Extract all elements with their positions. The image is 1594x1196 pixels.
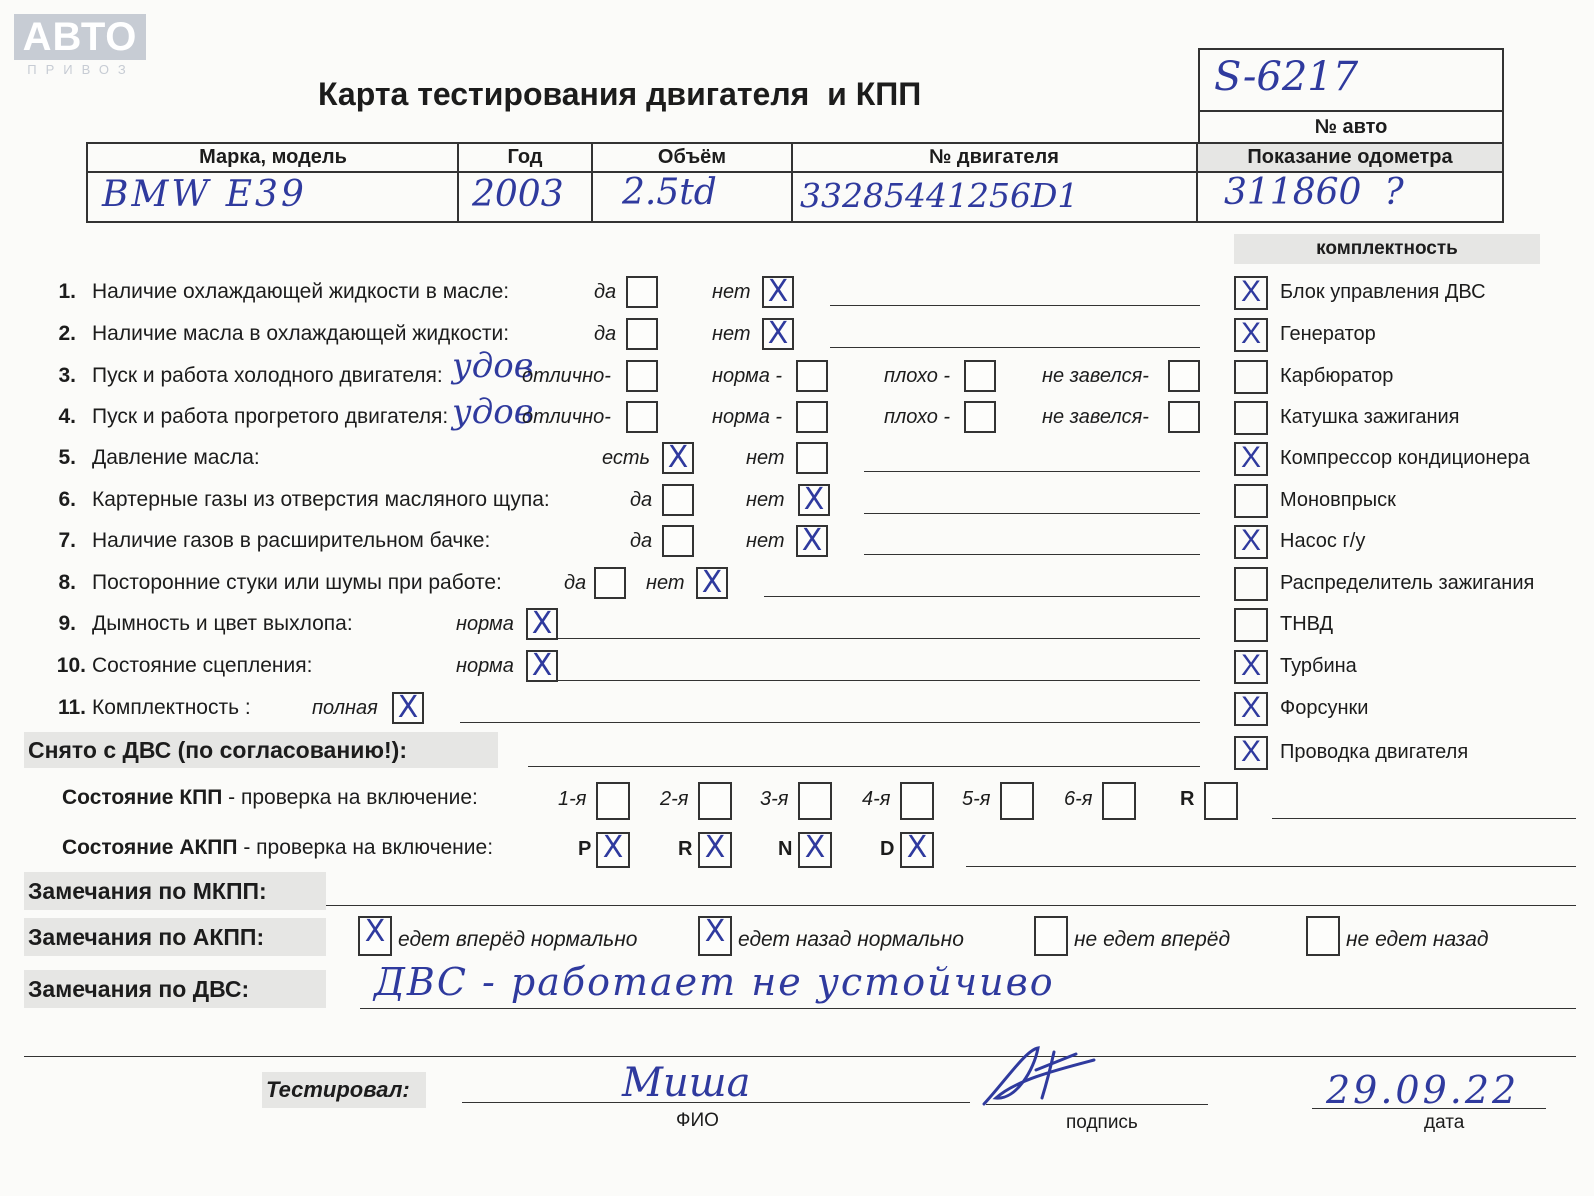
opt-label: не завелся- (1042, 365, 1149, 387)
logo (14, 14, 148, 80)
gear-label: 5-я (962, 788, 991, 810)
opt-label: плохо - (884, 365, 951, 387)
q-number: 10. (56, 654, 86, 677)
header-engine-number: № двигателя (929, 146, 1059, 168)
komplekt-label: Катушка зажигания (1280, 406, 1460, 428)
akpp-p-checkbox[interactable]: X (596, 832, 630, 868)
gear-label: 4-я (862, 788, 891, 810)
komplekt-checkbox[interactable]: X (1234, 650, 1268, 684)
dvs-remarks-label: Замечания по ДВС: (24, 970, 326, 1008)
header-odometer: Показание одометра (1198, 144, 1502, 171)
value-year: 2003 (472, 174, 564, 215)
q-number: 9. (58, 612, 76, 635)
opt-label: нет (746, 447, 785, 469)
kpp-label: Состояние КПП - проверка на включение: (62, 786, 478, 809)
akpp-no-reverse-checkbox[interactable] (1306, 916, 1340, 956)
akpp-forward-ok-checkbox[interactable]: X (358, 916, 392, 956)
auto-number-divider (1200, 110, 1502, 112)
q10-normal-checkbox[interactable]: X (526, 650, 558, 682)
komplekt-label: Блок управления ДВС (1280, 281, 1486, 303)
signature-caption: подпись (1066, 1112, 1138, 1133)
q-text: Давление масла: (92, 446, 260, 469)
col-divider (791, 144, 793, 221)
opt-label: да (594, 323, 617, 345)
opt-label: есть (602, 447, 651, 469)
akpp-n-checkbox[interactable]: X (798, 832, 832, 868)
value-make-model: BMW E39 (102, 174, 307, 215)
logo-subtext: ПРИВОЗ (27, 62, 135, 77)
opt-label: отлично- (522, 406, 611, 428)
q-text: Посторонние стуки или шумы при работе: (92, 571, 502, 594)
gear-4-checkbox[interactable] (900, 782, 934, 820)
value-odometer: 311860 ? (1224, 172, 1404, 213)
header-make-model: Марка, модель (199, 146, 347, 168)
table-header-row (88, 144, 1502, 173)
dvs-remarks-line-2[interactable] (24, 1056, 1576, 1057)
komplekt-label: Проводка двигателя (1280, 741, 1469, 763)
signature-image (976, 1040, 1106, 1110)
gear-label: 1-я (558, 788, 587, 810)
fio-value: Миша (622, 1060, 751, 1106)
opt-label: отлично- (522, 365, 611, 387)
q5-note-line[interactable] (864, 471, 1200, 472)
komplekt-label: Форсунки (1280, 697, 1369, 719)
komplekt-label: Генератор (1280, 323, 1376, 345)
value-volume: 2.5td (622, 172, 717, 213)
q2-note-line[interactable] (830, 347, 1200, 348)
komplekt-label: Моновпрыск (1280, 489, 1396, 511)
col-divider (457, 144, 459, 221)
tested-by-label: Тестировал: (262, 1072, 426, 1108)
akpp-reverse-ok-checkbox[interactable]: X (698, 916, 732, 956)
komplekt-label: Распределитель зажигания (1280, 572, 1535, 594)
gear-6-checkbox[interactable] (1102, 782, 1136, 820)
gear-label: 3-я (760, 788, 789, 810)
q8-no-checkbox[interactable]: X (696, 567, 728, 599)
akpp-remarks-label: Замечания по АКПП: (24, 918, 326, 956)
opt-label: норма (456, 655, 514, 677)
akpp-remark-text: не едет назад (1346, 928, 1489, 951)
opt-label: нет (712, 281, 751, 303)
auto-number-value: S-6217 (1214, 54, 1359, 100)
komplekt-checkbox[interactable] (1234, 401, 1268, 435)
date-caption: дата (1424, 1112, 1465, 1133)
opt-label: нет (746, 489, 785, 511)
akpp-d-checkbox[interactable]: X (900, 832, 934, 868)
gear-3-checkbox[interactable] (798, 782, 832, 820)
komplekt-checkbox[interactable] (1234, 567, 1268, 601)
akpp-gear-label: R (678, 838, 693, 860)
q3-excellent-checkbox[interactable] (626, 360, 658, 392)
komplekt-checkbox[interactable]: X (1234, 442, 1268, 476)
komplekt-checkbox[interactable]: X (1234, 318, 1268, 352)
gear-label: R (1180, 788, 1195, 810)
akpp-remark-text: едет вперёд нормально (398, 928, 638, 951)
header-year: Год (507, 146, 543, 168)
komplekt-label: ТНВД (1280, 613, 1334, 635)
komplekt-label: Насос г/у (1280, 530, 1366, 552)
mkpp-remarks-label: Замечания по МКПП: (24, 872, 326, 910)
q4-normal-checkbox[interactable] (796, 401, 828, 433)
col-divider (1196, 144, 1198, 221)
page-title: Карта тестирования двигателя и КПП (318, 76, 922, 112)
opt-label: норма (456, 613, 514, 635)
opt-label: да (564, 572, 587, 594)
q8-yes-checkbox[interactable] (594, 567, 626, 599)
kpp-note-line[interactable] (1272, 818, 1576, 819)
q-number: 7. (58, 529, 76, 552)
gear-label: 6-я (1064, 788, 1093, 810)
gear-1-checkbox[interactable] (596, 782, 630, 820)
q-text: Пуск и работа прогретого двигателя: (92, 405, 449, 428)
q-text: Наличие масла в охлаждающей жидкости: (92, 322, 510, 345)
opt-label: плохо - (884, 406, 951, 428)
q7-yes-checkbox[interactable] (662, 525, 694, 557)
opt-label: нет (646, 572, 685, 594)
komplekt-label: Турбина (1280, 655, 1357, 677)
q-text: Дымность и цвет выхлопа: (92, 612, 353, 635)
q4-handwritten: удов (452, 392, 534, 432)
q-text: Комплектность : (92, 696, 251, 719)
akpp-r-checkbox[interactable]: X (698, 832, 732, 868)
gear-5-checkbox[interactable] (1000, 782, 1034, 820)
komplekt-label: Карбюратор (1280, 365, 1394, 387)
opt-label: полная (312, 697, 378, 719)
q9-normal-checkbox[interactable]: X (526, 608, 558, 640)
auto-number-label: № авто (1314, 116, 1388, 138)
q-number: 11. (57, 696, 86, 719)
komplekt-label: Компрессор кондиционера (1280, 447, 1530, 469)
q3-handwritten: удов (452, 346, 534, 386)
q-number: 2. (58, 322, 76, 345)
q-number: 4. (58, 405, 76, 428)
q3-normal-checkbox[interactable] (796, 360, 828, 392)
opt-label: нет (712, 323, 751, 345)
akpp-note-line[interactable] (966, 866, 1576, 867)
dvs-remarks-value: ДВС - работает не устойчиво (374, 960, 1055, 1004)
q-text: Пуск и работа холодного двигателя: (92, 364, 443, 387)
opt-label: норма - (712, 406, 783, 428)
gear-label: 2-я (660, 788, 689, 810)
komplekt-checkbox[interactable]: X (1234, 736, 1268, 770)
akpp-gear-label: D (880, 838, 895, 860)
akpp-gear-label: N (778, 838, 793, 860)
opt-label: не завелся- (1042, 406, 1149, 428)
q-text: Наличие газов в расширительном бачке: (92, 529, 491, 552)
date-line[interactable] (1312, 1108, 1546, 1109)
akpp-gear-label: P (578, 838, 592, 860)
opt-label: да (594, 281, 617, 303)
q9-note-line[interactable] (558, 638, 1200, 639)
signature-line[interactable] (986, 1104, 1208, 1105)
col-divider (591, 144, 593, 221)
q1-no-checkbox[interactable]: X (762, 276, 794, 308)
q4-bad-checkbox[interactable] (964, 401, 996, 433)
q3-no-start-checkbox[interactable] (1168, 360, 1200, 392)
removed-from-engine-label: Снято с ДВС (по согласованию!): (24, 732, 498, 768)
q6-yes-checkbox[interactable] (662, 484, 694, 516)
q11-note-line[interactable] (460, 722, 1200, 723)
gear-r-checkbox[interactable] (1204, 782, 1238, 820)
q4-excellent-checkbox[interactable] (626, 401, 658, 433)
q11-full-checkbox[interactable]: X (392, 692, 424, 724)
q-text: Состояние сцепления: (92, 654, 313, 677)
komplekt-checkbox[interactable]: X (1234, 692, 1268, 726)
date-value: 29.09.22 (1326, 1068, 1520, 1112)
q2-yes-checkbox[interactable] (626, 318, 658, 350)
opt-label: нет (746, 530, 785, 552)
akpp-no-forward-checkbox[interactable] (1034, 916, 1068, 956)
logo-text: АВТО (14, 14, 146, 60)
opt-label: да (630, 530, 653, 552)
q-text: Картерные газы из отверстия масляного щупа: (92, 488, 550, 511)
q6-no-checkbox[interactable]: X (798, 484, 830, 516)
komplekt-title: комплектность (1234, 234, 1540, 264)
opt-label: норма - (712, 365, 783, 387)
fio-caption: ФИО (676, 1110, 719, 1131)
komplekt-checkbox[interactable] (1234, 608, 1268, 642)
akpp-label: Состояние АКПП - проверка на включение: (62, 836, 494, 859)
q6-note-line[interactable] (864, 513, 1200, 514)
fio-line[interactable] (462, 1102, 970, 1103)
q5-yes-checkbox[interactable]: X (662, 442, 694, 474)
akpp-remark-text: не едет вперёд (1074, 928, 1231, 951)
removed-note-line[interactable] (528, 766, 1200, 767)
q-number: 8. (58, 571, 76, 594)
header-volume: Объём (657, 146, 727, 168)
komplekt-checkbox[interactable]: X (1234, 276, 1268, 310)
dvs-remarks-line[interactable] (360, 1008, 1576, 1009)
q7-note-line[interactable] (864, 554, 1200, 555)
q1-note-line[interactable] (830, 305, 1200, 306)
q-text: Наличие охлаждающей жидкости в масле: (92, 280, 510, 303)
komplekt-checkbox[interactable]: X (1234, 525, 1268, 559)
value-engine-number: 33285441256D1 (800, 176, 1079, 215)
mkpp-remarks-line[interactable] (326, 905, 1576, 906)
vehicle-table (86, 142, 1504, 223)
q-number: 5. (58, 446, 76, 469)
q2-no-checkbox[interactable]: X (762, 318, 794, 350)
q-number: 1. (58, 280, 76, 303)
q-number: 6. (58, 488, 76, 511)
q5-no-checkbox[interactable] (796, 442, 828, 474)
komplekt-checkbox[interactable] (1234, 360, 1268, 394)
q-number: 3. (58, 364, 76, 387)
akpp-remark-text: едет назад нормально (738, 928, 964, 951)
q4-no-start-checkbox[interactable] (1168, 401, 1200, 433)
auto-number-box (1198, 48, 1504, 144)
q3-bad-checkbox[interactable] (964, 360, 996, 392)
gear-2-checkbox[interactable] (698, 782, 732, 820)
opt-label: да (630, 489, 653, 511)
q1-yes-checkbox[interactable] (626, 276, 658, 308)
komplekt-checkbox[interactable] (1234, 484, 1268, 518)
q8-note-line[interactable] (764, 596, 1200, 597)
q7-no-checkbox[interactable]: X (796, 525, 828, 557)
q10-note-line[interactable] (558, 680, 1200, 681)
